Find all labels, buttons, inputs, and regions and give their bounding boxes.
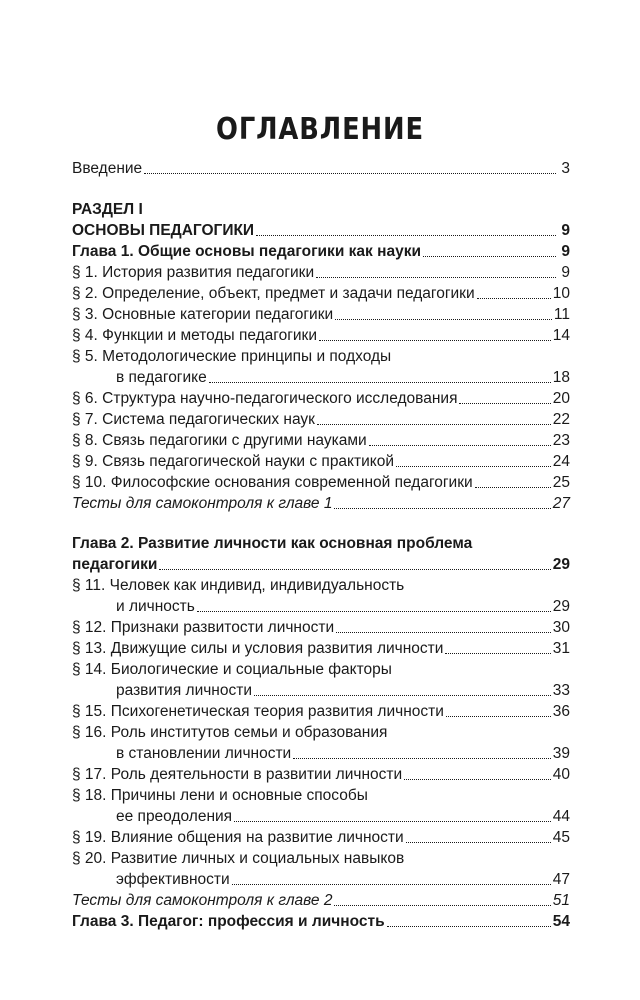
entry-page: 18 — [552, 369, 570, 386]
dot-leader — [396, 465, 551, 467]
toc-entry-chapter-2[interactable] — [72, 554, 570, 575]
dot-leader — [477, 297, 551, 299]
entry-page: 33 — [552, 682, 570, 699]
toc-entry-p19[interactable] — [72, 827, 570, 848]
entry-page: 54 — [552, 913, 570, 930]
entry-label-cont: в становлении личности — [116, 745, 292, 762]
dot-leader — [445, 652, 550, 654]
dot-leader — [197, 610, 551, 612]
section-label: РАЗДЕЛ I — [72, 201, 143, 218]
entry-label: § 2. Определение, объект, предмет и задачи педагогики — [72, 285, 475, 302]
toc-entry-section[interactable] — [72, 220, 570, 241]
entry-label: § 9. Связь педагогической науки с практикой — [72, 453, 395, 470]
entry-label-cont: педагогики — [72, 556, 158, 573]
entry-label-cont: в педагогике — [116, 369, 207, 386]
toc-entry-p1[interactable] — [72, 262, 570, 283]
dot-leader — [232, 883, 551, 885]
toc-entry-p18[interactable] — [72, 806, 570, 827]
dot-leader — [336, 631, 551, 633]
toc-entry-chapter-2-label[interactable]: Глава 2. Развитие личности как основная проблема — [72, 535, 473, 552]
toc-entry-p10[interactable] — [72, 472, 570, 493]
dot-leader — [316, 276, 556, 278]
dot-leader — [234, 820, 551, 822]
entry-page: 22 — [552, 411, 570, 428]
entry-page: 9 — [561, 222, 570, 239]
dot-leader — [144, 172, 556, 174]
toc-entry-p11[interactable] — [72, 596, 570, 617]
entry-page: 30 — [552, 619, 570, 636]
entry-page: 40 — [552, 766, 570, 783]
entry-page: 24 — [552, 453, 570, 470]
dot-leader — [369, 444, 551, 446]
toc-entry-p20-label[interactable]: § 20. Развитие личных и социальных навыков — [72, 850, 405, 867]
dot-leader — [335, 318, 552, 320]
entry-label-cont: и личность — [116, 598, 195, 615]
entry-label: § 10. Философские основания современной педагогики — [72, 474, 473, 491]
entry-label: § 8. Связь педагогики с другими науками — [72, 432, 367, 449]
entry-label: ОСНОВЫ ПЕДАГОГИКИ — [72, 222, 255, 239]
toc-list — [72, 158, 570, 932]
toc-entry-p14[interactable] — [72, 680, 570, 701]
toc-entry-p5[interactable] — [72, 367, 570, 388]
toc-entry-p12[interactable] — [72, 617, 570, 638]
dot-leader — [459, 402, 550, 404]
dot-leader — [256, 234, 556, 236]
toc-entry-p16-label[interactable]: § 16. Роль институтов семьи и образования — [72, 724, 388, 741]
dot-leader — [406, 841, 551, 843]
toc-entry-p6[interactable] — [72, 388, 570, 409]
entry-page: 36 — [552, 703, 570, 720]
entry-label: § 7. Система педагогических наук — [72, 411, 315, 428]
toc-entry-p14-label[interactable]: § 14. Биологические и социальные факторы — [72, 661, 392, 678]
toc-entry-p2[interactable] — [72, 283, 570, 304]
entry-label: § 1. История развития педагогики — [72, 264, 315, 281]
entry-page: 47 — [552, 871, 570, 888]
entry-page: 3 — [561, 160, 570, 177]
entry-page: 29 — [552, 556, 570, 573]
entry-page: 29 — [552, 598, 570, 615]
toc-entry-p3[interactable] — [72, 304, 570, 325]
dot-leader — [209, 381, 551, 383]
entry-page: 27 — [552, 495, 570, 512]
entry-label: Введение — [72, 160, 143, 177]
entry-label: § 13. Движущие силы и условия развития личности — [72, 640, 444, 657]
toc-entry-p16[interactable] — [72, 743, 570, 764]
dot-leader — [317, 423, 551, 425]
toc-entry-p17[interactable] — [72, 764, 570, 785]
entry-page: 31 — [552, 640, 570, 657]
toc-entry-p18-label[interactable]: § 18. Причины лени и основные способы — [72, 787, 368, 804]
entry-page: 44 — [552, 808, 570, 825]
entry-page: 9 — [561, 243, 570, 260]
entry-page: 39 — [552, 745, 570, 762]
toc-entry-p11-label[interactable]: § 11. Человек как индивид, индивидуальность — [72, 577, 405, 594]
entry-label-cont: ее преодоления — [116, 808, 233, 825]
toc-entry-p5-label[interactable]: § 5. Методологические принципы и подходы — [72, 348, 392, 365]
entry-label-cont: эффективности — [116, 871, 230, 888]
entry-page: 14 — [552, 327, 570, 344]
toc-entry-chapter-3[interactable] — [72, 911, 570, 932]
toc-entry-p13[interactable] — [72, 638, 570, 659]
dot-leader — [475, 486, 551, 488]
dot-leader — [254, 694, 551, 696]
dot-leader — [423, 255, 556, 257]
dot-leader — [159, 568, 550, 570]
toc-entry-intro[interactable] — [72, 158, 570, 179]
dot-leader — [446, 715, 551, 717]
toc-entry-p20[interactable] — [72, 869, 570, 890]
page-title: ОГЛАВЛЕНИЕ — [216, 112, 424, 147]
entry-label: § 17. Роль деятельности в развитии личности — [72, 766, 403, 783]
toc-entry-tests-2[interactable] — [72, 890, 570, 911]
entry-label: § 15. Психогенетическая теория развития личности — [72, 703, 444, 720]
toc-entry-p7[interactable] — [72, 409, 570, 430]
dot-leader — [334, 904, 550, 906]
dot-leader — [404, 778, 551, 780]
entry-label: § 4. Функции и методы педагогики — [72, 327, 317, 344]
entry-label: Тесты для самоконтроля к главе 2 — [72, 892, 333, 909]
toc-entry-p4[interactable] — [72, 325, 570, 346]
toc-entry-tests-1[interactable] — [72, 493, 570, 514]
entry-page: 51 — [552, 892, 570, 909]
dot-leader — [319, 339, 551, 341]
entry-label: § 19. Влияние общения на развитие личности — [72, 829, 404, 846]
dot-leader — [293, 757, 551, 759]
entry-label: § 3. Основные категории педагогики — [72, 306, 334, 323]
toc-entry-p8[interactable] — [72, 430, 570, 451]
toc-entry-p15[interactable] — [72, 701, 570, 722]
toc-entry-chapter-1[interactable] — [72, 241, 570, 262]
entry-label: § 6. Структура научно-педагогического исследования — [72, 390, 458, 407]
entry-page: 25 — [552, 474, 570, 491]
entry-label: Тесты для самоконтроля к главе 1 — [72, 495, 333, 512]
entry-page: 45 — [552, 829, 570, 846]
entry-label: § 12. Признаки развитости личности — [72, 619, 335, 636]
entry-page: 20 — [552, 390, 570, 407]
entry-page: 11 — [553, 306, 570, 323]
entry-label: Глава 1. Общие основы педагогики как науки — [72, 243, 421, 260]
entry-label: Глава 3. Педагог: профессия и личность — [72, 913, 385, 930]
dot-leader — [387, 925, 551, 927]
entry-page: 9 — [561, 264, 570, 281]
entry-page: 10 — [552, 285, 570, 302]
toc-entry-p9[interactable] — [72, 451, 570, 472]
dot-leader — [334, 507, 550, 509]
entry-label-cont: развития личности — [116, 682, 252, 699]
entry-page: 23 — [552, 432, 570, 449]
